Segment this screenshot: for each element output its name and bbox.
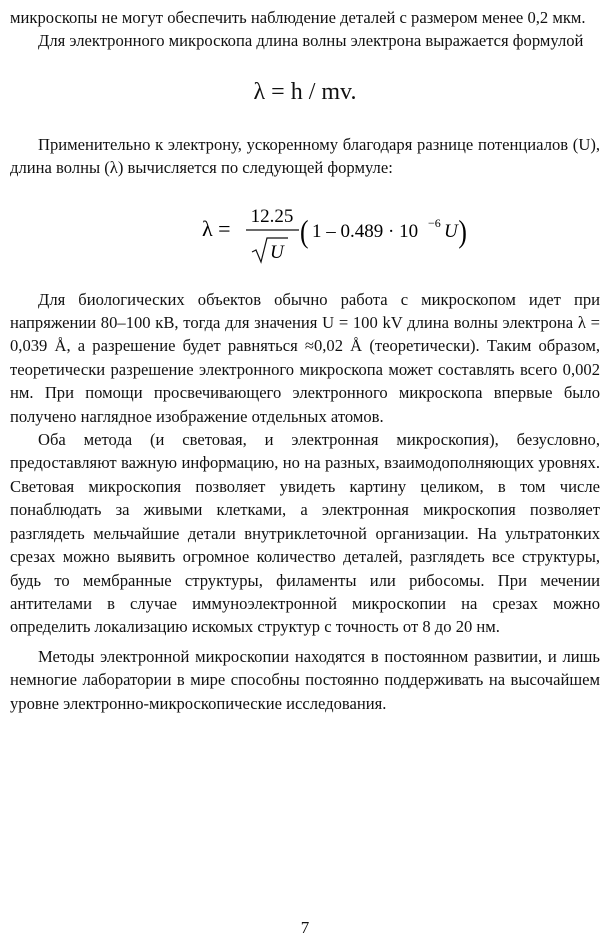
var-u: U [444, 220, 458, 242]
formula-numerator: 12.25 [250, 205, 294, 227]
paragraph-5: Оба метода (и световая, и электронная микроскопия), безусловно, предоставляют важную информацию, но на разных, взаимодополняющих уровнях. Световая микроскопия позволяет увидеть картину целиком, в том числе понаблюдать за живыми клетками, а электронная микроскопия позволяет разглядеть мельчайшие детали внутриклеточной организации. На ультратонких срезах можно выявить огромное количество деталей, разглядеть все структуры, будь то мембранные структуры, филаменты или рибосомы. При мечении антителами в случае иммуноэлектронной микроскопии на срезах можно определить локализацию искомых структур с точность от 8 до 20 нм. [10, 430, 600, 637]
exponent: −6 [428, 215, 441, 230]
formula-relativistic-wavelength [10, 184, 600, 288]
paragraph-3: Применительно к электрону, ускоренному благодаря разнице потенциалов (U), длина волны (λ) вычисляется по следующей формуле: [10, 134, 600, 178]
paragraph-6: Методы электронной микроскопии находятся в постоянном развитии, и лишь немногие лаборатории в мире способны постоянно поддерживать на высочайшем уровне электронно-микроскопические исследования. [10, 646, 600, 713]
paragraph-1: микроскопы не могут обеспечить наблюдение деталей с размером менее 0,2 мкм. [10, 8, 586, 27]
paragraph-4: Для биологических объектов обычно работа с микроскопом идет при напряжении 80–100 кВ, тогда для значения U = 100 kV длина волны электрона λ = 0,039 Å, а разрешение будет равняться ≈0,02 Å (теоретически). Таким образом, теоретически разрешение электронного микроскопа может составлять всего 0,002 нм. При помощи просвечивающего электронного микроскопа впервые было получено наглядное изображение отдельных атомов. [10, 289, 600, 426]
formula-wavelength: λ = h / mv. [253, 78, 357, 105]
one-minus-term: 1 – 0.489 · 10 [312, 220, 419, 242]
document-page [10, 6, 600, 715]
denominator-u: U [270, 241, 284, 263]
formula-svg [200, 194, 480, 274]
paren-close: ) [458, 214, 467, 250]
paren-open: ( [300, 214, 309, 250]
formula-lhs: λ = [202, 215, 231, 241]
page-number: 7 [300, 918, 310, 937]
paragraph-2: Для электронного микроскопа длина волны электрона выражается формулой [38, 31, 584, 51]
